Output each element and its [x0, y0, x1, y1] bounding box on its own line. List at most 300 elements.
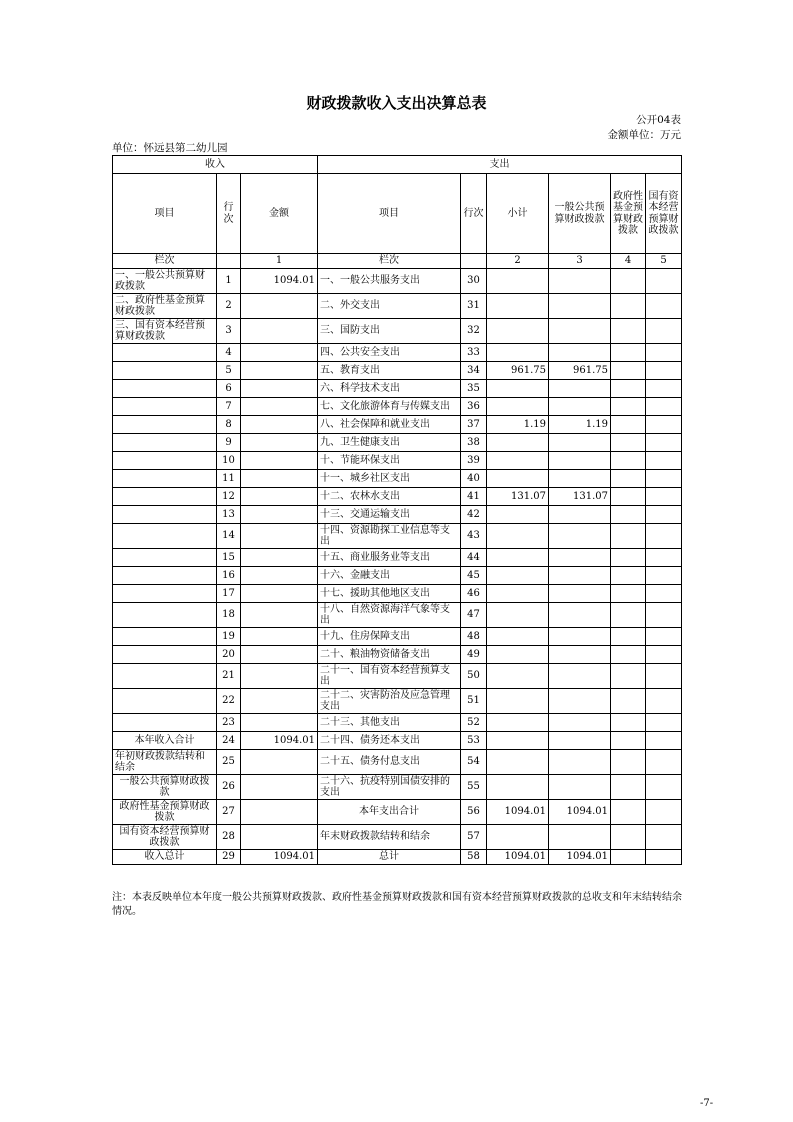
col-index-empty — [461, 254, 487, 269]
gov-fund-cell — [611, 800, 646, 825]
income-amount-cell: 1094.01 — [241, 732, 318, 750]
income-item-cell: 政府性基金预算财政拨款 — [113, 800, 217, 825]
gov-fund-cell — [611, 470, 646, 488]
expense-item-cell: 二十三、其他支出 — [318, 714, 461, 732]
gov-fund-cell — [611, 567, 646, 585]
expense-line-no-cell: 43 — [461, 524, 487, 549]
gov-fund-cell — [611, 344, 646, 362]
expense-line-no-cell: 41 — [461, 488, 487, 506]
general-budget-cell — [549, 344, 611, 362]
income-line-no-cell: 13 — [217, 506, 241, 524]
general-budget-cell — [549, 750, 611, 775]
state-capital-cell — [646, 664, 682, 689]
income-line-no-cell: 18 — [217, 603, 241, 628]
state-capital-cell — [646, 470, 682, 488]
gov-fund-cell — [611, 488, 646, 506]
state-capital-cell — [646, 524, 682, 549]
income-amount-cell — [241, 506, 318, 524]
state-capital-cell — [646, 567, 682, 585]
expense-item-cell: 十七、援助其他地区支出 — [318, 585, 461, 603]
state-capital-cell — [646, 825, 682, 850]
table-row — [113, 470, 682, 488]
income-amount-cell — [241, 470, 318, 488]
unit-name: 单位：怀远县第二幼儿园 — [112, 142, 228, 154]
income-amount-cell — [241, 416, 318, 434]
income-line-no-cell: 20 — [217, 646, 241, 664]
expense-line-no-cell: 34 — [461, 362, 487, 380]
table-row — [113, 434, 682, 452]
state-capital-cell — [646, 269, 682, 294]
expense-item-cell: 总计 — [318, 850, 461, 865]
gov-fund-cell — [611, 319, 646, 344]
expense-line-no-cell: 50 — [461, 664, 487, 689]
col-header-amount: 金额 — [241, 174, 318, 254]
expense-line-no-cell: 39 — [461, 452, 487, 470]
income-amount-cell — [241, 380, 318, 398]
state-capital-cell — [646, 319, 682, 344]
subtotal-cell — [487, 344, 549, 362]
gov-fund-cell — [611, 380, 646, 398]
expense-header: 支出 — [318, 156, 682, 174]
income-amount-cell — [241, 646, 318, 664]
general-budget-cell — [549, 567, 611, 585]
income-item-cell — [113, 549, 217, 567]
gov-fund-cell — [611, 398, 646, 416]
subtotal-cell — [487, 380, 549, 398]
expense-item-cell: 一、一般公共服务支出 — [318, 269, 461, 294]
expense-line-no-cell: 36 — [461, 398, 487, 416]
income-amount-cell — [241, 549, 318, 567]
subtotal-cell — [487, 775, 549, 800]
income-item-cell: 一、一般公共预算财政拨款 — [113, 269, 217, 294]
gov-fund-cell — [611, 714, 646, 732]
subtotal-cell: 1094.01 — [487, 800, 549, 825]
income-item-cell — [113, 434, 217, 452]
income-amount-cell — [241, 775, 318, 800]
general-budget-cell — [549, 689, 611, 714]
expense-item-cell: 十、节能环保支出 — [318, 452, 461, 470]
subtotal-cell — [487, 269, 549, 294]
income-line-no-cell: 19 — [217, 628, 241, 646]
expense-line-no-cell: 55 — [461, 775, 487, 800]
general-budget-cell — [549, 470, 611, 488]
expense-line-no-cell: 48 — [461, 628, 487, 646]
general-budget-cell — [549, 452, 611, 470]
subtotal-cell — [487, 603, 549, 628]
subtotal-cell — [487, 434, 549, 452]
income-item-cell: 国有资本经营预算财政拨款 — [113, 825, 217, 850]
col-index-4: 4 — [611, 254, 646, 269]
col-header-state-capital: 国有资本经营预算财政拨款 — [646, 174, 682, 254]
expense-line-no-cell: 46 — [461, 585, 487, 603]
income-amount-cell: 1094.01 — [241, 850, 318, 865]
income-item-cell — [113, 470, 217, 488]
income-line-no-cell: 25 — [217, 750, 241, 775]
expense-line-no-cell: 40 — [461, 470, 487, 488]
table-row — [113, 800, 682, 825]
income-amount-cell — [241, 603, 318, 628]
general-budget-cell — [549, 646, 611, 664]
subtotal-cell: 1.19 — [487, 416, 549, 434]
gov-fund-cell — [611, 549, 646, 567]
general-budget-cell: 1.19 — [549, 416, 611, 434]
income-amount-cell — [241, 344, 318, 362]
state-capital-cell — [646, 294, 682, 319]
income-item-cell: 收入总计 — [113, 850, 217, 865]
income-amount-cell — [241, 800, 318, 825]
table-row — [113, 603, 682, 628]
subtotal-cell — [487, 664, 549, 689]
income-amount-cell — [241, 398, 318, 416]
income-line-no-cell: 6 — [217, 380, 241, 398]
expense-line-no-cell: 45 — [461, 567, 487, 585]
state-capital-cell — [646, 603, 682, 628]
general-budget-cell — [549, 506, 611, 524]
general-budget-cell — [549, 524, 611, 549]
gov-fund-cell — [611, 416, 646, 434]
general-budget-cell — [549, 585, 611, 603]
table-row — [113, 452, 682, 470]
gov-fund-cell — [611, 750, 646, 775]
expense-line-no-cell: 37 — [461, 416, 487, 434]
state-capital-cell — [646, 344, 682, 362]
gov-fund-cell — [611, 775, 646, 800]
general-budget-cell — [549, 775, 611, 800]
income-amount-cell — [241, 825, 318, 850]
expense-item-cell: 四、公共安全支出 — [318, 344, 461, 362]
subtotal-cell — [487, 825, 549, 850]
income-amount-cell — [241, 689, 318, 714]
state-capital-cell — [646, 775, 682, 800]
income-amount-cell — [241, 452, 318, 470]
subtotal-cell: 1094.01 — [487, 850, 549, 865]
table-row — [113, 488, 682, 506]
col-index-1: 1 — [241, 254, 318, 269]
expense-line-no-cell: 38 — [461, 434, 487, 452]
gov-fund-cell — [611, 664, 646, 689]
expense-item-cell: 本年支出合计 — [318, 800, 461, 825]
table-row — [113, 850, 682, 865]
general-budget-cell: 131.07 — [549, 488, 611, 506]
income-item-cell — [113, 646, 217, 664]
subtotal-cell — [487, 567, 549, 585]
state-capital-cell — [646, 506, 682, 524]
general-budget-cell — [549, 549, 611, 567]
income-line-no-cell: 11 — [217, 470, 241, 488]
income-item-cell — [113, 506, 217, 524]
state-capital-cell — [646, 416, 682, 434]
expense-item-cell: 三、国防支出 — [318, 319, 461, 344]
expense-item-cell: 二十四、债务还本支出 — [318, 732, 461, 750]
state-capital-cell — [646, 380, 682, 398]
expense-item-cell: 十五、商业服务业等支出 — [318, 549, 461, 567]
income-line-no-cell: 12 — [217, 488, 241, 506]
general-budget-cell — [549, 269, 611, 294]
state-capital-cell — [646, 488, 682, 506]
expense-line-no-cell: 42 — [461, 506, 487, 524]
col-index-3: 3 — [549, 254, 611, 269]
expense-line-no-cell: 57 — [461, 825, 487, 850]
subtotal-cell — [487, 714, 549, 732]
expense-item-cell: 十六、金融支出 — [318, 567, 461, 585]
state-capital-cell — [646, 628, 682, 646]
subtotal-cell — [487, 732, 549, 750]
table-row — [113, 775, 682, 800]
income-item-cell: 年初财政拨款结转和结余 — [113, 750, 217, 775]
table-note: 注：本表反映单位本年度一般公共预算财政拨款、政府性基金预算财政拨款和国有资本经营预算财政拨款的总收支和年末结转结余情况。 — [112, 892, 682, 917]
subtotal-cell — [487, 398, 549, 416]
expense-item-cell: 二十五、债务付息支出 — [318, 750, 461, 775]
income-amount-cell — [241, 488, 318, 506]
state-capital-cell — [646, 585, 682, 603]
expense-item-cell: 年末财政拨款结转和结余 — [318, 825, 461, 850]
subtotal-cell — [487, 294, 549, 319]
col-index-label-right: 栏次 — [318, 254, 461, 269]
state-capital-cell — [646, 452, 682, 470]
col-header-gov-fund: 政府性基金预算财政拨款 — [611, 174, 646, 254]
expense-line-no-cell: 31 — [461, 294, 487, 319]
income-item-cell: 本年收入合计 — [113, 732, 217, 750]
income-amount-cell — [241, 524, 318, 549]
table-row — [113, 524, 682, 549]
state-capital-cell — [646, 750, 682, 775]
income-amount-cell — [241, 664, 318, 689]
income-item-cell — [113, 585, 217, 603]
income-line-no-cell: 29 — [217, 850, 241, 865]
income-item-cell — [113, 628, 217, 646]
table-row — [113, 416, 682, 434]
col-index-2: 2 — [487, 254, 549, 269]
expense-line-no-cell: 58 — [461, 850, 487, 865]
gov-fund-cell — [611, 850, 646, 865]
table-row — [113, 628, 682, 646]
expense-line-no-cell: 44 — [461, 549, 487, 567]
income-amount-cell — [241, 362, 318, 380]
table-row — [113, 825, 682, 850]
income-amount-cell — [241, 750, 318, 775]
state-capital-cell — [646, 646, 682, 664]
income-item-cell — [113, 488, 217, 506]
general-budget-cell — [549, 603, 611, 628]
table-row — [113, 732, 682, 750]
general-budget-cell — [549, 319, 611, 344]
income-line-no-cell: 22 — [217, 689, 241, 714]
income-item-cell — [113, 567, 217, 585]
income-line-no-cell: 8 — [217, 416, 241, 434]
income-line-no-cell: 17 — [217, 585, 241, 603]
income-amount-cell — [241, 434, 318, 452]
income-amount-cell — [241, 319, 318, 344]
general-budget-cell: 1094.01 — [549, 800, 611, 825]
income-amount-cell: 1094.01 — [241, 269, 318, 294]
expense-line-no-cell: 30 — [461, 269, 487, 294]
col-header-line-no: 行次 — [217, 174, 241, 254]
amount-unit: 金额单位：万元 — [607, 129, 681, 141]
general-budget-cell — [549, 434, 611, 452]
expense-line-no-cell: 54 — [461, 750, 487, 775]
income-line-no-cell: 7 — [217, 398, 241, 416]
income-item-cell: 三、国有资本经营预算财政拨款 — [113, 319, 217, 344]
state-capital-cell — [646, 689, 682, 714]
expense-line-no-cell: 33 — [461, 344, 487, 362]
table-body — [113, 269, 682, 865]
general-budget-cell: 1094.01 — [549, 850, 611, 865]
state-capital-cell — [646, 714, 682, 732]
income-line-no-cell: 4 — [217, 344, 241, 362]
expense-item-cell: 二十一、国有资本经营预算支出 — [318, 664, 461, 689]
income-item-cell — [113, 398, 217, 416]
general-budget-cell — [549, 628, 611, 646]
expense-line-no-cell: 52 — [461, 714, 487, 732]
income-line-no-cell: 23 — [217, 714, 241, 732]
expense-item-cell: 十四、资源勘探工业信息等支出 — [318, 524, 461, 549]
col-index-5: 5 — [646, 254, 682, 269]
subtotal-cell: 961.75 — [487, 362, 549, 380]
table-row — [113, 646, 682, 664]
table-row — [113, 344, 682, 362]
expense-item-cell: 五、教育支出 — [318, 362, 461, 380]
income-item-cell — [113, 714, 217, 732]
col-header-exp-item: 项目 — [318, 174, 461, 254]
table-row — [113, 506, 682, 524]
subtotal-cell — [487, 506, 549, 524]
gov-fund-cell — [611, 294, 646, 319]
gov-fund-cell — [611, 646, 646, 664]
income-line-no-cell: 14 — [217, 524, 241, 549]
income-item-cell — [113, 664, 217, 689]
income-item-cell — [113, 380, 217, 398]
gov-fund-cell — [611, 452, 646, 470]
subtotal-cell — [487, 319, 549, 344]
subtotal-cell — [487, 470, 549, 488]
subtotal-cell — [487, 524, 549, 549]
income-amount-cell — [241, 567, 318, 585]
general-budget-cell — [549, 664, 611, 689]
income-amount-cell — [241, 294, 318, 319]
gov-fund-cell — [611, 585, 646, 603]
table-row — [113, 567, 682, 585]
col-header-item: 项目 — [113, 174, 217, 254]
subtotal-cell — [487, 628, 549, 646]
income-item-cell — [113, 416, 217, 434]
state-capital-cell — [646, 732, 682, 750]
income-item-cell — [113, 689, 217, 714]
income-amount-cell — [241, 628, 318, 646]
col-index-label-left: 栏次 — [113, 254, 217, 269]
income-line-no-cell: 10 — [217, 452, 241, 470]
income-line-no-cell: 15 — [217, 549, 241, 567]
expense-item-cell: 二十六、抗疫特别国债安排的支出 — [318, 775, 461, 800]
expense-item-cell: 十九、住房保障支出 — [318, 628, 461, 646]
expense-item-cell: 二、外交支出 — [318, 294, 461, 319]
expense-line-no-cell: 47 — [461, 603, 487, 628]
expense-line-no-cell: 49 — [461, 646, 487, 664]
income-item-cell: 一般公共预算财政拨款 — [113, 775, 217, 800]
gov-fund-cell — [611, 628, 646, 646]
income-line-no-cell: 24 — [217, 732, 241, 750]
col-index-empty — [217, 254, 241, 269]
table-row — [113, 398, 682, 416]
expense-item-cell: 十二、农林水支出 — [318, 488, 461, 506]
general-budget-cell — [549, 714, 611, 732]
expense-item-cell: 十一、城乡社区支出 — [318, 470, 461, 488]
general-budget-cell — [549, 825, 611, 850]
income-line-no-cell: 5 — [217, 362, 241, 380]
gov-fund-cell — [611, 825, 646, 850]
state-capital-cell — [646, 850, 682, 865]
budget-summary-table — [112, 155, 682, 865]
expense-item-cell: 十三、交通运输支出 — [318, 506, 461, 524]
general-budget-cell — [549, 732, 611, 750]
general-budget-cell — [549, 398, 611, 416]
income-line-no-cell: 21 — [217, 664, 241, 689]
subtotal-cell — [487, 452, 549, 470]
expense-line-no-cell: 51 — [461, 689, 487, 714]
table-row — [113, 380, 682, 398]
table-row — [113, 294, 682, 319]
expense-item-cell: 十八、自然资源海洋气象等支出 — [318, 603, 461, 628]
table-row — [113, 585, 682, 603]
col-header-general-budget: 一般公共预算财政拨款 — [549, 174, 611, 254]
state-capital-cell — [646, 434, 682, 452]
expense-item-cell: 八、社会保障和就业支出 — [318, 416, 461, 434]
gov-fund-cell — [611, 362, 646, 380]
state-capital-cell — [646, 549, 682, 567]
income-item-cell — [113, 603, 217, 628]
income-item-cell — [113, 452, 217, 470]
expense-item-cell: 二十、粮油物资储备支出 — [318, 646, 461, 664]
gov-fund-cell — [611, 603, 646, 628]
expense-item-cell: 七、文化旅游体育与传媒支出 — [318, 398, 461, 416]
subtotal-cell — [487, 585, 549, 603]
general-budget-cell: 961.75 — [549, 362, 611, 380]
gov-fund-cell — [611, 269, 646, 294]
expense-item-cell: 九、卫生健康支出 — [318, 434, 461, 452]
state-capital-cell — [646, 398, 682, 416]
income-line-no-cell: 1 — [217, 269, 241, 294]
income-line-no-cell: 3 — [217, 319, 241, 344]
table-row — [113, 714, 682, 732]
income-line-no-cell: 2 — [217, 294, 241, 319]
gov-fund-cell — [611, 434, 646, 452]
table-row — [113, 362, 682, 380]
table-row — [113, 269, 682, 294]
expense-line-no-cell: 32 — [461, 319, 487, 344]
page-title: 财政拨款收入支出决算总表 — [306, 94, 487, 112]
expense-item-cell: 二十二、灾害防治及应急管理支出 — [318, 689, 461, 714]
income-item-cell — [113, 524, 217, 549]
income-line-no-cell: 16 — [217, 567, 241, 585]
table-row — [113, 664, 682, 689]
gov-fund-cell — [611, 524, 646, 549]
gov-fund-cell — [611, 689, 646, 714]
col-header-exp-line-no: 行次 — [461, 174, 487, 254]
expense-item-cell: 六、科学技术支出 — [318, 380, 461, 398]
income-line-no-cell: 26 — [217, 775, 241, 800]
table-row — [113, 549, 682, 567]
state-capital-cell — [646, 362, 682, 380]
income-amount-cell — [241, 585, 318, 603]
table-row — [113, 689, 682, 714]
income-header: 收入 — [113, 156, 318, 174]
general-budget-cell — [549, 294, 611, 319]
form-code: 公开04表 — [636, 114, 681, 126]
gov-fund-cell — [611, 732, 646, 750]
subtotal-cell — [487, 750, 549, 775]
general-budget-cell — [549, 380, 611, 398]
page-number: -7- — [700, 1098, 714, 1109]
income-amount-cell — [241, 714, 318, 732]
